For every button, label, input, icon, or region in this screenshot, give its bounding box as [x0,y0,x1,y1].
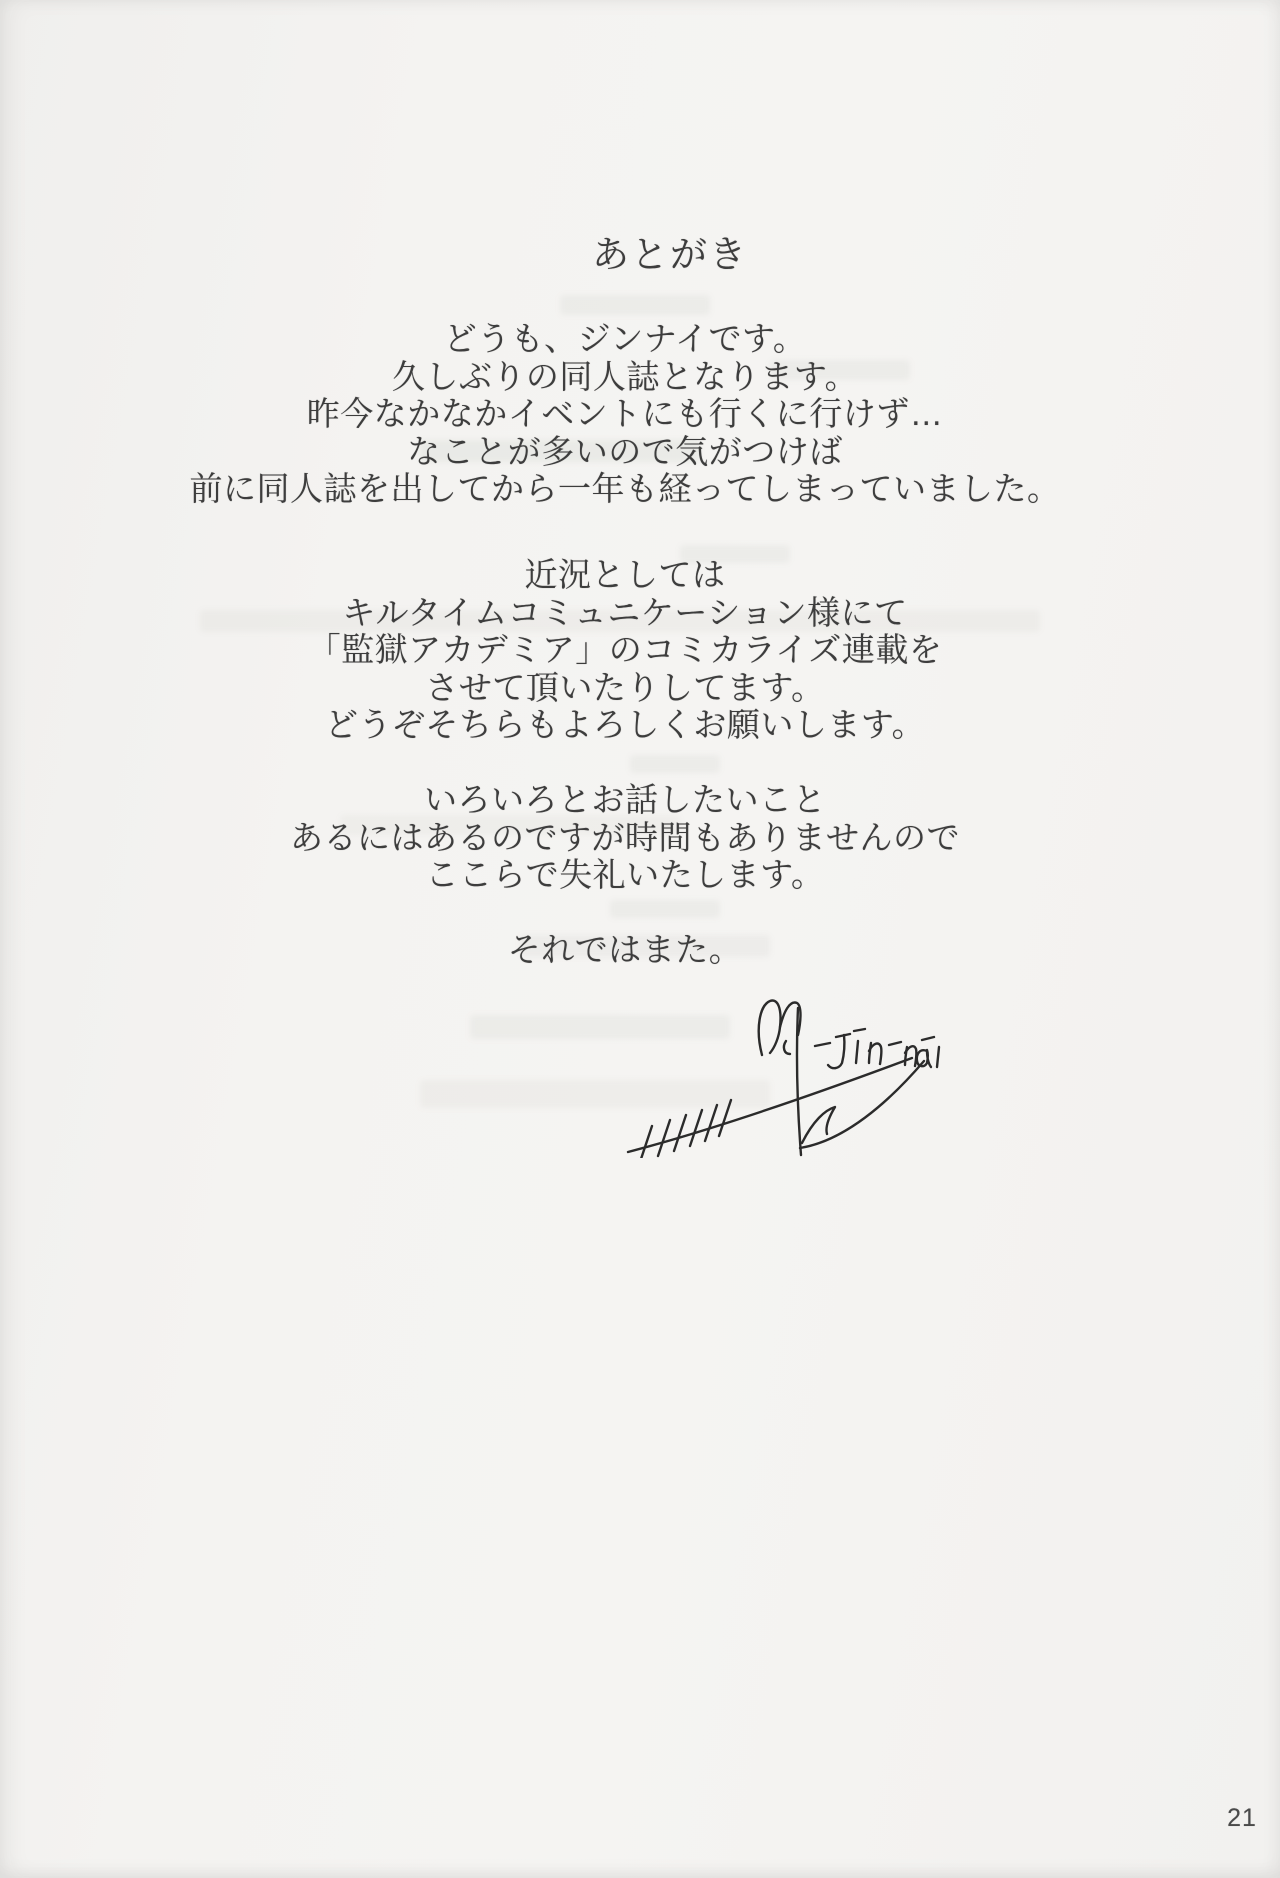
text-line: 近況としては [524,556,726,593]
text-line: ここらで失礼いたします。 [425,856,825,894]
closing-line: それではまた。 [507,931,743,968]
text-line: いろいろとお話したいこと [424,781,826,818]
handwritten-signature-jinnai [612,983,952,1158]
text-line: 「監獄アカデミア」のコミカライズ連載を [307,631,943,669]
text-line: 昨今なかなかイベントにも行くに行けず… [306,395,944,433]
text-line: あるにはあるのですが時間もありませんので [290,818,960,856]
signature-drawing [612,983,952,1158]
show-through-ghost [560,295,710,315]
afterword-paragraph-3 [0,781,1250,894]
show-through-ghost [630,755,720,773]
afterword-paragraph-2 [0,556,1250,744]
text-line: なことが多いので気がつけば [407,432,843,470]
afterword-paragraph-1 [0,320,1250,508]
show-through-ghost [610,900,720,918]
text-line: キルタイムコミュニケーション様にて [342,593,908,631]
text-line: どうぞそちらもよろしくお願いします。 [324,706,926,744]
text-line: 久しぶりの同人誌となります。 [391,357,859,395]
page-title: あとがき [592,234,748,275]
text-line: 前に同人誌を出してから一年も経ってしまっていました。 [189,470,1061,508]
page-number: 21 [1227,1804,1257,1832]
text-line: どうも、ジンナイです。 [443,320,807,357]
text-line: させて頂いたりしてます。 [425,668,825,706]
